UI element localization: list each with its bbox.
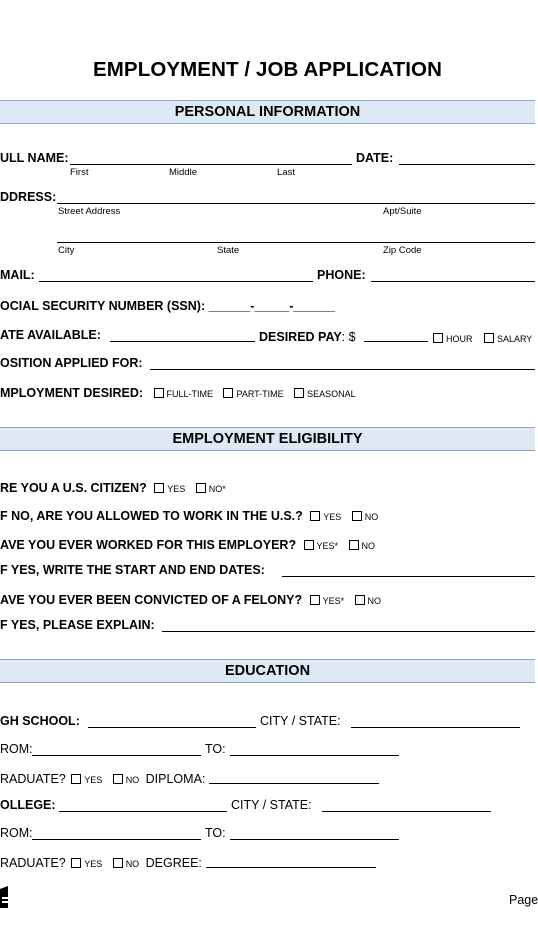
part-time-label: PART-TIME	[236, 389, 284, 399]
hs-city-state-label: CITY / STATE:	[260, 714, 341, 728]
date-label: DATE:	[356, 151, 394, 165]
zip-code-caption: Zip Code	[383, 245, 422, 256]
hs-to-label: TO:	[205, 742, 226, 756]
college-to-field[interactable]	[230, 839, 399, 840]
seasonal-label: SEASONAL	[307, 389, 356, 399]
hs-graduate-row	[0, 770, 205, 788]
full-time-checkbox[interactable]	[154, 388, 164, 398]
college-label: OLLEGE:	[0, 798, 56, 812]
worked-yes-checkbox[interactable]	[304, 540, 314, 550]
diploma-label: DIPLOMA:	[145, 772, 206, 786]
apt-suite-caption: Apt/Suite	[383, 206, 422, 217]
desired-pay-label: DESIRED PAY	[259, 330, 342, 344]
allowed-question: F NO, ARE YOU ALLOWED TO WORK IN THE U.S.?	[0, 509, 303, 523]
last-name-caption: Last	[277, 167, 295, 178]
worked-yes-label: YES*	[316, 541, 339, 551]
allowed-yes-checkbox[interactable]	[310, 511, 320, 521]
citizen-no-label: NO*	[208, 484, 226, 494]
college-graduate-row	[0, 854, 202, 872]
dates-field[interactable]	[282, 576, 535, 577]
section-header-eligibility: EMPLOYMENT ELIGIBILITY	[0, 427, 535, 451]
hs-graduate-yes-label: YES	[84, 775, 103, 785]
worked-row	[0, 536, 375, 554]
page-number: Page	[509, 893, 538, 907]
desired-pay-group	[259, 328, 356, 346]
email-label: MAIL:	[0, 268, 35, 282]
degree-field[interactable]	[206, 867, 376, 868]
logo-icon	[0, 886, 8, 908]
explain-field[interactable]	[162, 631, 535, 632]
degree-label: DEGREE:	[145, 856, 202, 870]
college-city-state-label: CITY / STATE:	[231, 798, 312, 812]
worked-no-checkbox[interactable]	[349, 540, 359, 550]
hs-graduate-label: RADUATE?	[0, 772, 66, 786]
felony-yes-label: YES*	[322, 596, 345, 606]
date-available-field[interactable]	[110, 341, 255, 342]
college-city-state-field[interactable]	[322, 811, 491, 812]
college-graduate-no-checkbox[interactable]	[113, 858, 123, 868]
hs-from-field[interactable]	[32, 755, 201, 756]
hour-checkbox[interactable]	[433, 333, 443, 343]
seasonal-checkbox[interactable]	[294, 388, 304, 398]
college-to-label: TO:	[205, 826, 226, 840]
street-address-caption: Street Address	[58, 206, 121, 217]
college-graduate-yes-label: YES	[84, 859, 103, 869]
college-field[interactable]	[59, 811, 227, 812]
hs-to-field[interactable]	[230, 755, 399, 756]
email-field[interactable]	[39, 281, 313, 282]
employment-desired-row	[0, 384, 356, 402]
felony-row	[0, 591, 381, 609]
employment-desired-label: MPLOYMENT DESIRED:	[0, 386, 144, 400]
city-state-zip-field[interactable]	[57, 242, 535, 243]
position-field[interactable]	[150, 369, 535, 370]
felony-no-label: NO	[367, 596, 382, 606]
allowed-no-checkbox[interactable]	[352, 511, 362, 521]
hs-graduate-yes-checkbox[interactable]	[71, 774, 81, 784]
section-header-personal: PERSONAL INFORMATION	[0, 100, 535, 124]
salary-checkbox[interactable]	[484, 333, 494, 343]
first-name-caption: First	[70, 167, 89, 178]
hs-from-label: ROM:	[0, 742, 33, 756]
page-title: EMPLOYMENT / JOB APPLICATION	[92, 58, 443, 81]
address-label: DDRESS:	[0, 190, 57, 204]
citizen-no-checkbox[interactable]	[196, 483, 206, 493]
explain-label: F YES, PLEASE EXPLAIN:	[0, 618, 155, 632]
part-time-checkbox[interactable]	[223, 388, 233, 398]
allowed-row	[0, 507, 378, 525]
allowed-no-label: NO	[364, 512, 379, 522]
hs-graduate-no-label: NO	[125, 775, 140, 785]
citizen-row	[0, 479, 226, 497]
section-header-education: EDUCATION	[0, 659, 535, 683]
worked-question: AVE YOU EVER WORKED FOR THIS EMPLOYER?	[0, 538, 297, 552]
full-time-label: FULL-TIME	[166, 389, 214, 399]
hour-option-label: HOUR	[446, 334, 473, 344]
citizen-yes-label: YES	[167, 484, 186, 494]
date-field[interactable]	[399, 164, 535, 165]
allowed-yes-label: YES	[323, 512, 342, 522]
college-graduate-label: RADUATE?	[0, 856, 66, 870]
felony-yes-checkbox[interactable]	[310, 595, 320, 605]
ssn-label: OCIAL SECURITY NUMBER (SSN): ______-_____-______	[0, 299, 336, 313]
phone-field[interactable]	[371, 281, 535, 282]
city-caption: City	[58, 245, 75, 256]
middle-name-caption: Middle	[169, 167, 197, 178]
state-caption: State	[217, 245, 240, 256]
college-from-field[interactable]	[32, 839, 201, 840]
hs-city-state-field[interactable]	[351, 727, 520, 728]
salary-option-label: SALARY	[496, 334, 533, 344]
citizen-yes-checkbox[interactable]	[154, 483, 164, 493]
high-school-field[interactable]	[88, 727, 256, 728]
worked-no-label: NO	[361, 541, 376, 551]
felony-no-checkbox[interactable]	[355, 595, 365, 605]
college-graduate-no-label: NO	[125, 859, 140, 869]
citizen-question: RE YOU A U.S. CITIZEN?	[0, 481, 147, 495]
date-available-label: ATE AVAILABLE:	[0, 328, 101, 342]
hs-graduate-no-checkbox[interactable]	[113, 774, 123, 784]
college-graduate-yes-checkbox[interactable]	[71, 858, 81, 868]
street-address-field[interactable]	[57, 203, 535, 204]
phone-label: PHONE:	[317, 268, 366, 282]
position-label: OSITION APPLIED FOR:	[0, 356, 143, 370]
dates-label: F YES, WRITE THE START AND END DATES:	[0, 563, 265, 577]
full-name-field[interactable]	[70, 164, 352, 165]
pay-type-options	[430, 329, 532, 347]
high-school-label: GH SCHOOL:	[0, 714, 80, 728]
diploma-field[interactable]	[209, 783, 379, 784]
full-name-label: ULL NAME:	[0, 151, 69, 165]
college-from-label: ROM:	[0, 826, 33, 840]
desired-pay-field[interactable]	[364, 341, 428, 342]
felony-question: AVE YOU EVER BEEN CONVICTED OF A FELONY?	[0, 593, 303, 607]
pay-prefix: : $	[341, 330, 356, 344]
